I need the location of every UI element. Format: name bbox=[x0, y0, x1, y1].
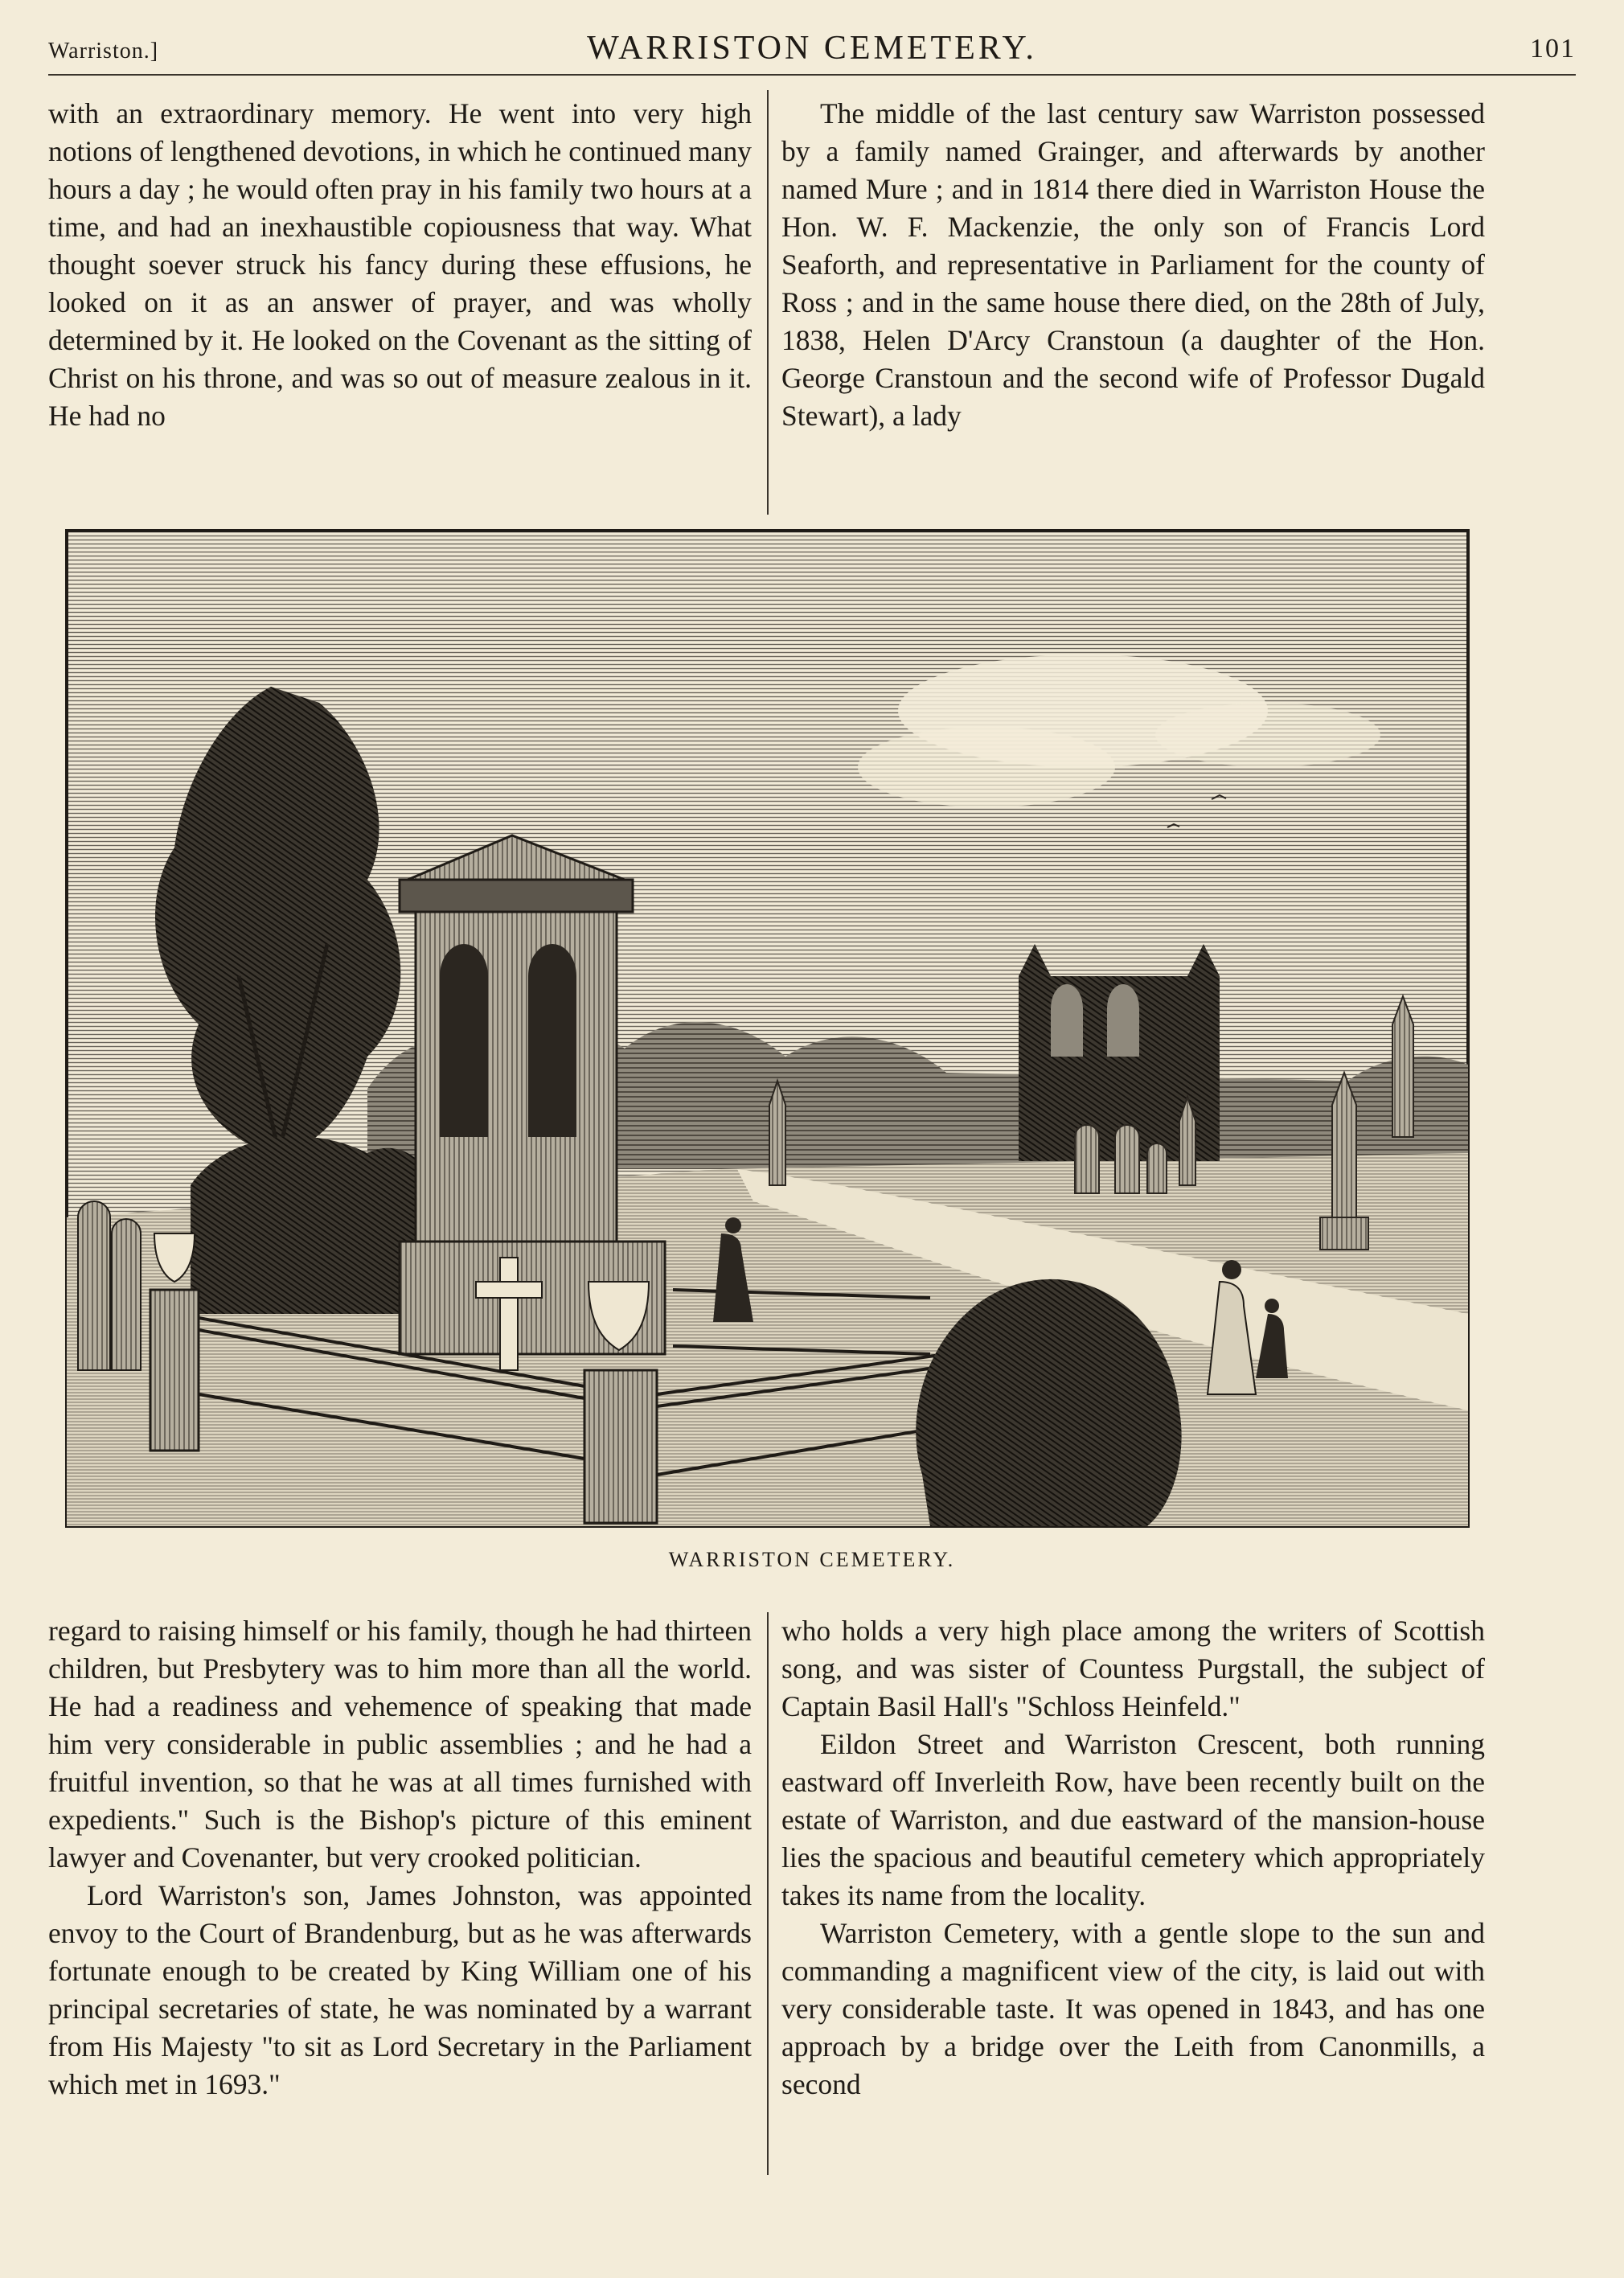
page-title: WARRISTON CEMETERY. bbox=[587, 30, 1037, 67]
bottom-right-column bbox=[781, 1612, 1485, 2104]
figure-caption: WARRISTON CEMETERY. bbox=[668, 1548, 956, 1571]
running-head: Warriston.] bbox=[48, 39, 159, 64]
bottom-right-paragraph-1: who holds a very high place among the writers of Scottish song, and was sister of Countess Purgstall, the subject of Captain Basil Hall's "Schloss Heinfeld." bbox=[781, 1615, 1485, 1722]
top-column-divider bbox=[767, 90, 769, 515]
cemetery-engraving bbox=[62, 526, 1473, 1531]
page-header bbox=[48, 29, 1576, 72]
bottom-left-paragraph-2: Lord Warriston's son, James Johnston, was appointed envoy to the Court of Brandenburg, but as he was afterwards fortunate enough to be created by King William one of his principal secretaries of state, he was nominated by a warrant from His Majesty "to sit as Lord Secretary in the Parliament which met in 1693." bbox=[48, 1879, 752, 2100]
top-left-column bbox=[48, 95, 752, 435]
header-rule bbox=[48, 74, 1576, 76]
bottom-left-column bbox=[48, 1612, 752, 2104]
bottom-right-paragraph-2: Eildon Street and Warriston Crescent, both running eastward off Inverleith Row, have been recently built on the estate of Warriston, and due eastward of the mansion-house lies the spacious and beautiful cemetery which appropriately takes its name from the locality. bbox=[781, 1728, 1485, 1911]
page-number: 101 bbox=[1530, 34, 1576, 64]
bottom-column-divider bbox=[767, 1612, 769, 2175]
top-right-column bbox=[781, 95, 1485, 435]
top-left-paragraph: with an extraordinary memory. He went into very high notions of lengthened devotions, in which he continued many hours a day ; he would often pray in his family two hours at a time, and had an inexhaustible copiousness that way. What thought soever struck his fancy during these effusions, he looked on it as an answer of prayer, and was wholly determined by it. He looked on the Covenant as the sitting of Christ on his throne, and was so out of measure zealous in it. He had no bbox=[48, 97, 752, 432]
bottom-left-paragraph-1: regard to raising himself or his family, though he had thirteen children, but Presbytery was to him more than all the world. He had a readiness and vehemence of speaking that made him very considerable in public assemblies ; and he had a fruitful invention, so that he was at all times furnished with expedients." Such is the Bishop's picture of this eminent lawyer and Covenanter, but very crooked politician. bbox=[48, 1615, 752, 1874]
top-right-paragraph: The middle of the last century saw Warriston possessed by a family named Grainger, and afterwards by another named Mure ; and in 1814 there died in Warriston House the Hon. W. F. Mackenzie, the only son of Francis Lord Seaforth, and representative in Parliament for the county of Ross ; and in the same house there died, on the 28th of July, 1838, Helen D'Arcy Cranstoun (a daughter of the Hon. George Cranstoun and the second wife of Professor Dugald Stewart), a lady bbox=[781, 97, 1485, 432]
bottom-right-paragraph-3: Warriston Cemetery, with a gentle slope to the sun and commanding a magnificent view of the city, is laid out with very considerable taste. It was opened in 1843, and has one approach by a bridge over the Leith from Canonmills, a second bbox=[781, 1917, 1485, 2100]
